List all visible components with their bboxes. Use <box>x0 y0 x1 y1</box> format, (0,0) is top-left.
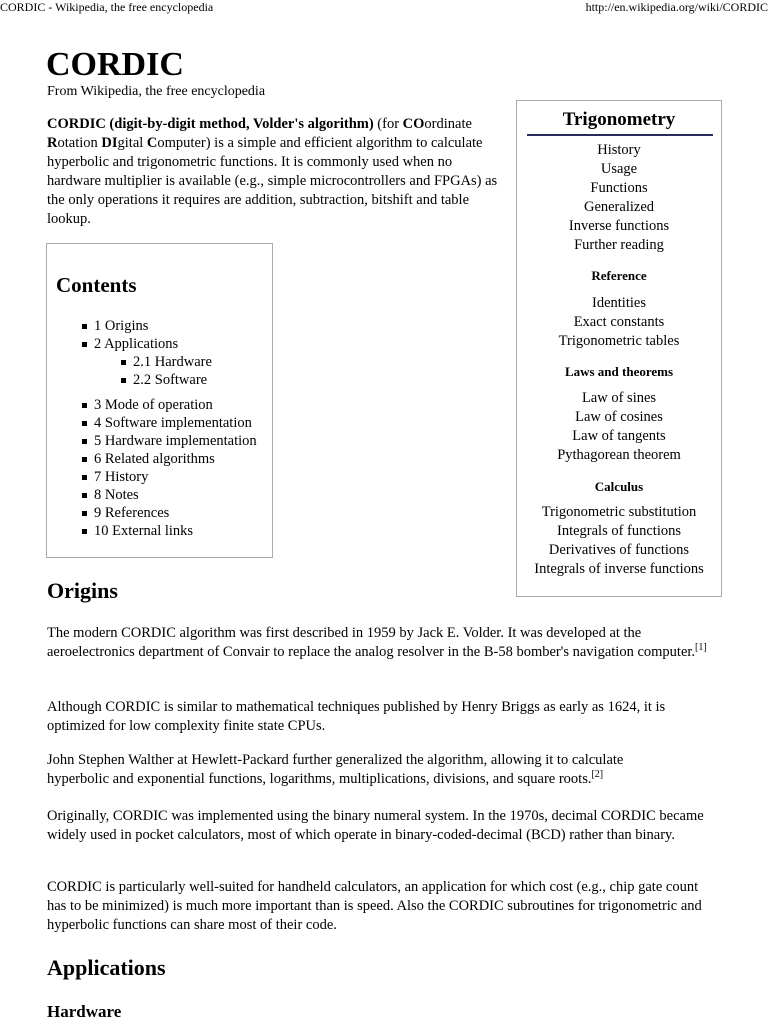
trigonometry-navbox <box>516 100 722 597</box>
navbox-heading-calculus: Calculus <box>594 479 644 494</box>
table-of-contents <box>46 243 273 558</box>
toc-item-related-algorithms[interactable]: 6 Related algorithms <box>47 450 272 468</box>
toc-item-hardware-implementation[interactable]: 5 Hardware implementation <box>47 432 272 450</box>
navbox-link-further-reading[interactable]: Further reading <box>574 237 664 253</box>
navbox-link-law-of-cosines[interactable]: Law of cosines <box>575 409 663 425</box>
origins-paragraph-1 <box>47 624 707 662</box>
origins-paragraph-4: Originally, CORDIC was implemented using the binary numeral system. In the 1970s, decimal CORDIC became widely used in pocket calculators, most of which operate in binary-coded-decimal (BCD) rather than binary. <box>47 808 704 843</box>
navbox-link-derivatives-of-functions[interactable]: Derivatives of functions <box>548 542 690 558</box>
intro-text: gital <box>117 135 147 151</box>
toc-item-notes[interactable]: 8 Notes <box>47 486 272 504</box>
toc-list <box>47 317 272 540</box>
navbox-link-generalized[interactable]: Generalized <box>583 199 655 215</box>
origins-paragraph-3 <box>47 751 687 789</box>
print-header-url: http://en.wikipedia.org/wiki/CORDIC <box>585 0 768 14</box>
toc-item-references[interactable]: 9 References <box>47 504 272 522</box>
intro-text: ordinate <box>424 116 472 132</box>
tagline: From Wikipedia, the free encyclopedia <box>47 84 266 99</box>
navbox-link-trigonometric-substitution[interactable]: Trigonometric substitution <box>541 504 697 520</box>
print-header-title: CORDIC - Wikipedia, the free encyclopedia <box>0 0 214 14</box>
origins-paragraph-1-text: The modern CORDIC algorithm was first described in 1959 by Jack E. Volder. It was developed at the aeroelectronics department of Convair to replace the analog resolver in the B-58 bomber's navigation computer. <box>47 625 696 660</box>
navbox-link-identities[interactable]: Identities <box>592 295 646 311</box>
citation-1[interactable]: [1] <box>695 642 707 654</box>
origins-paragraph-3-text: John Stephen Walther at Hewlett-Packard further generalized the algorithm, allowing it to calculate hyperbolic and exponential functions, logarithms, multiplications, divisions, and square roots. <box>47 752 624 787</box>
subsection-heading-hardware: Hardware <box>47 1002 122 1021</box>
navbox-link-exact-constants[interactable]: Exact constants <box>573 314 665 330</box>
navbox-link-inverse-functions[interactable]: Inverse functions <box>568 218 670 234</box>
navbox-heading-laws: Laws and theorems <box>564 364 674 379</box>
toc-item-software[interactable]: 2.2 Software <box>47 371 272 389</box>
toc-item-origins[interactable]: 1 Origins <box>47 317 272 335</box>
navbox-link-usage[interactable]: Usage <box>600 161 638 177</box>
acronym-c: C <box>146 135 158 151</box>
navbox-link-functions[interactable]: Functions <box>590 180 648 196</box>
navbox-heading-reference: Reference <box>591 268 647 283</box>
intro-bold-lead: CORDIC (digit-by-digit method, Volder's algorithm) <box>47 116 374 132</box>
citation-2[interactable]: [2] <box>591 769 604 781</box>
navbox-title[interactable]: Trigonometry <box>562 109 676 130</box>
navbox-link-pythagorean-theorem[interactable]: Pythagorean theorem <box>557 447 681 463</box>
navbox-title-rule <box>527 134 713 136</box>
acronym-r: R <box>47 135 58 151</box>
origins-paragraph-5: CORDIC is particularly well-suited for handheld calculators, an application for which cost (e.g., chip gate count has to be minimized) is much more important than is speed. Also the CORDIC subroutines for trigonometric and hyperbolic functions can share most of their code. <box>47 879 702 933</box>
toc-item-external-links[interactable]: 10 External links <box>47 522 272 540</box>
navbox-link-integrals-of-functions[interactable]: Integrals of functions <box>556 523 682 539</box>
navbox-link-law-of-sines[interactable]: Law of sines <box>581 390 657 406</box>
section-heading-applications: Applications <box>47 955 166 980</box>
acronym-di: DI <box>101 135 118 151</box>
navbox-link-trigonometric-tables[interactable]: Trigonometric tables <box>558 333 680 349</box>
toc-item-applications[interactable]: 2 Applications <box>47 335 272 353</box>
toc-item-history[interactable]: 7 History <box>47 468 272 486</box>
navbox-link-law-of-tangents[interactable]: Law of tangents <box>572 428 666 444</box>
toc-item-software-implementation[interactable]: 4 Software implementation <box>47 414 272 432</box>
navbox-link-integrals-of-inverse-functions[interactable]: Integrals of inverse functions <box>534 561 704 577</box>
acronym-co: CO <box>402 116 425 132</box>
origins-paragraph-2: Although CORDIC is similar to mathematical techniques published by Henry Briggs as early as 1624, it is optimized for low complexity finite state CPUs. <box>47 699 666 734</box>
toc-title: Contents <box>56 273 137 297</box>
intro-paragraph <box>47 115 507 229</box>
intro-text: (for <box>373 116 403 132</box>
toc-item-mode-of-operation[interactable]: 3 Mode of operation <box>47 396 272 414</box>
section-heading-origins: Origins <box>47 578 118 603</box>
intro-text: omputer) is a simple and efficient algorithm to calculate hyperbolic and trigonometric functions. It is commonly used when no hardware multiplier is available (e.g., simple microcontrollers and FPGAs) as the only operations it requires are addition, subtraction, bitshift and table lookup. <box>47 135 498 227</box>
navbox-link-history[interactable]: History <box>597 142 641 158</box>
page-title: CORDIC <box>46 46 184 83</box>
intro-text: otation <box>57 135 102 151</box>
toc-item-hardware[interactable]: 2.1 Hardware <box>47 353 272 371</box>
